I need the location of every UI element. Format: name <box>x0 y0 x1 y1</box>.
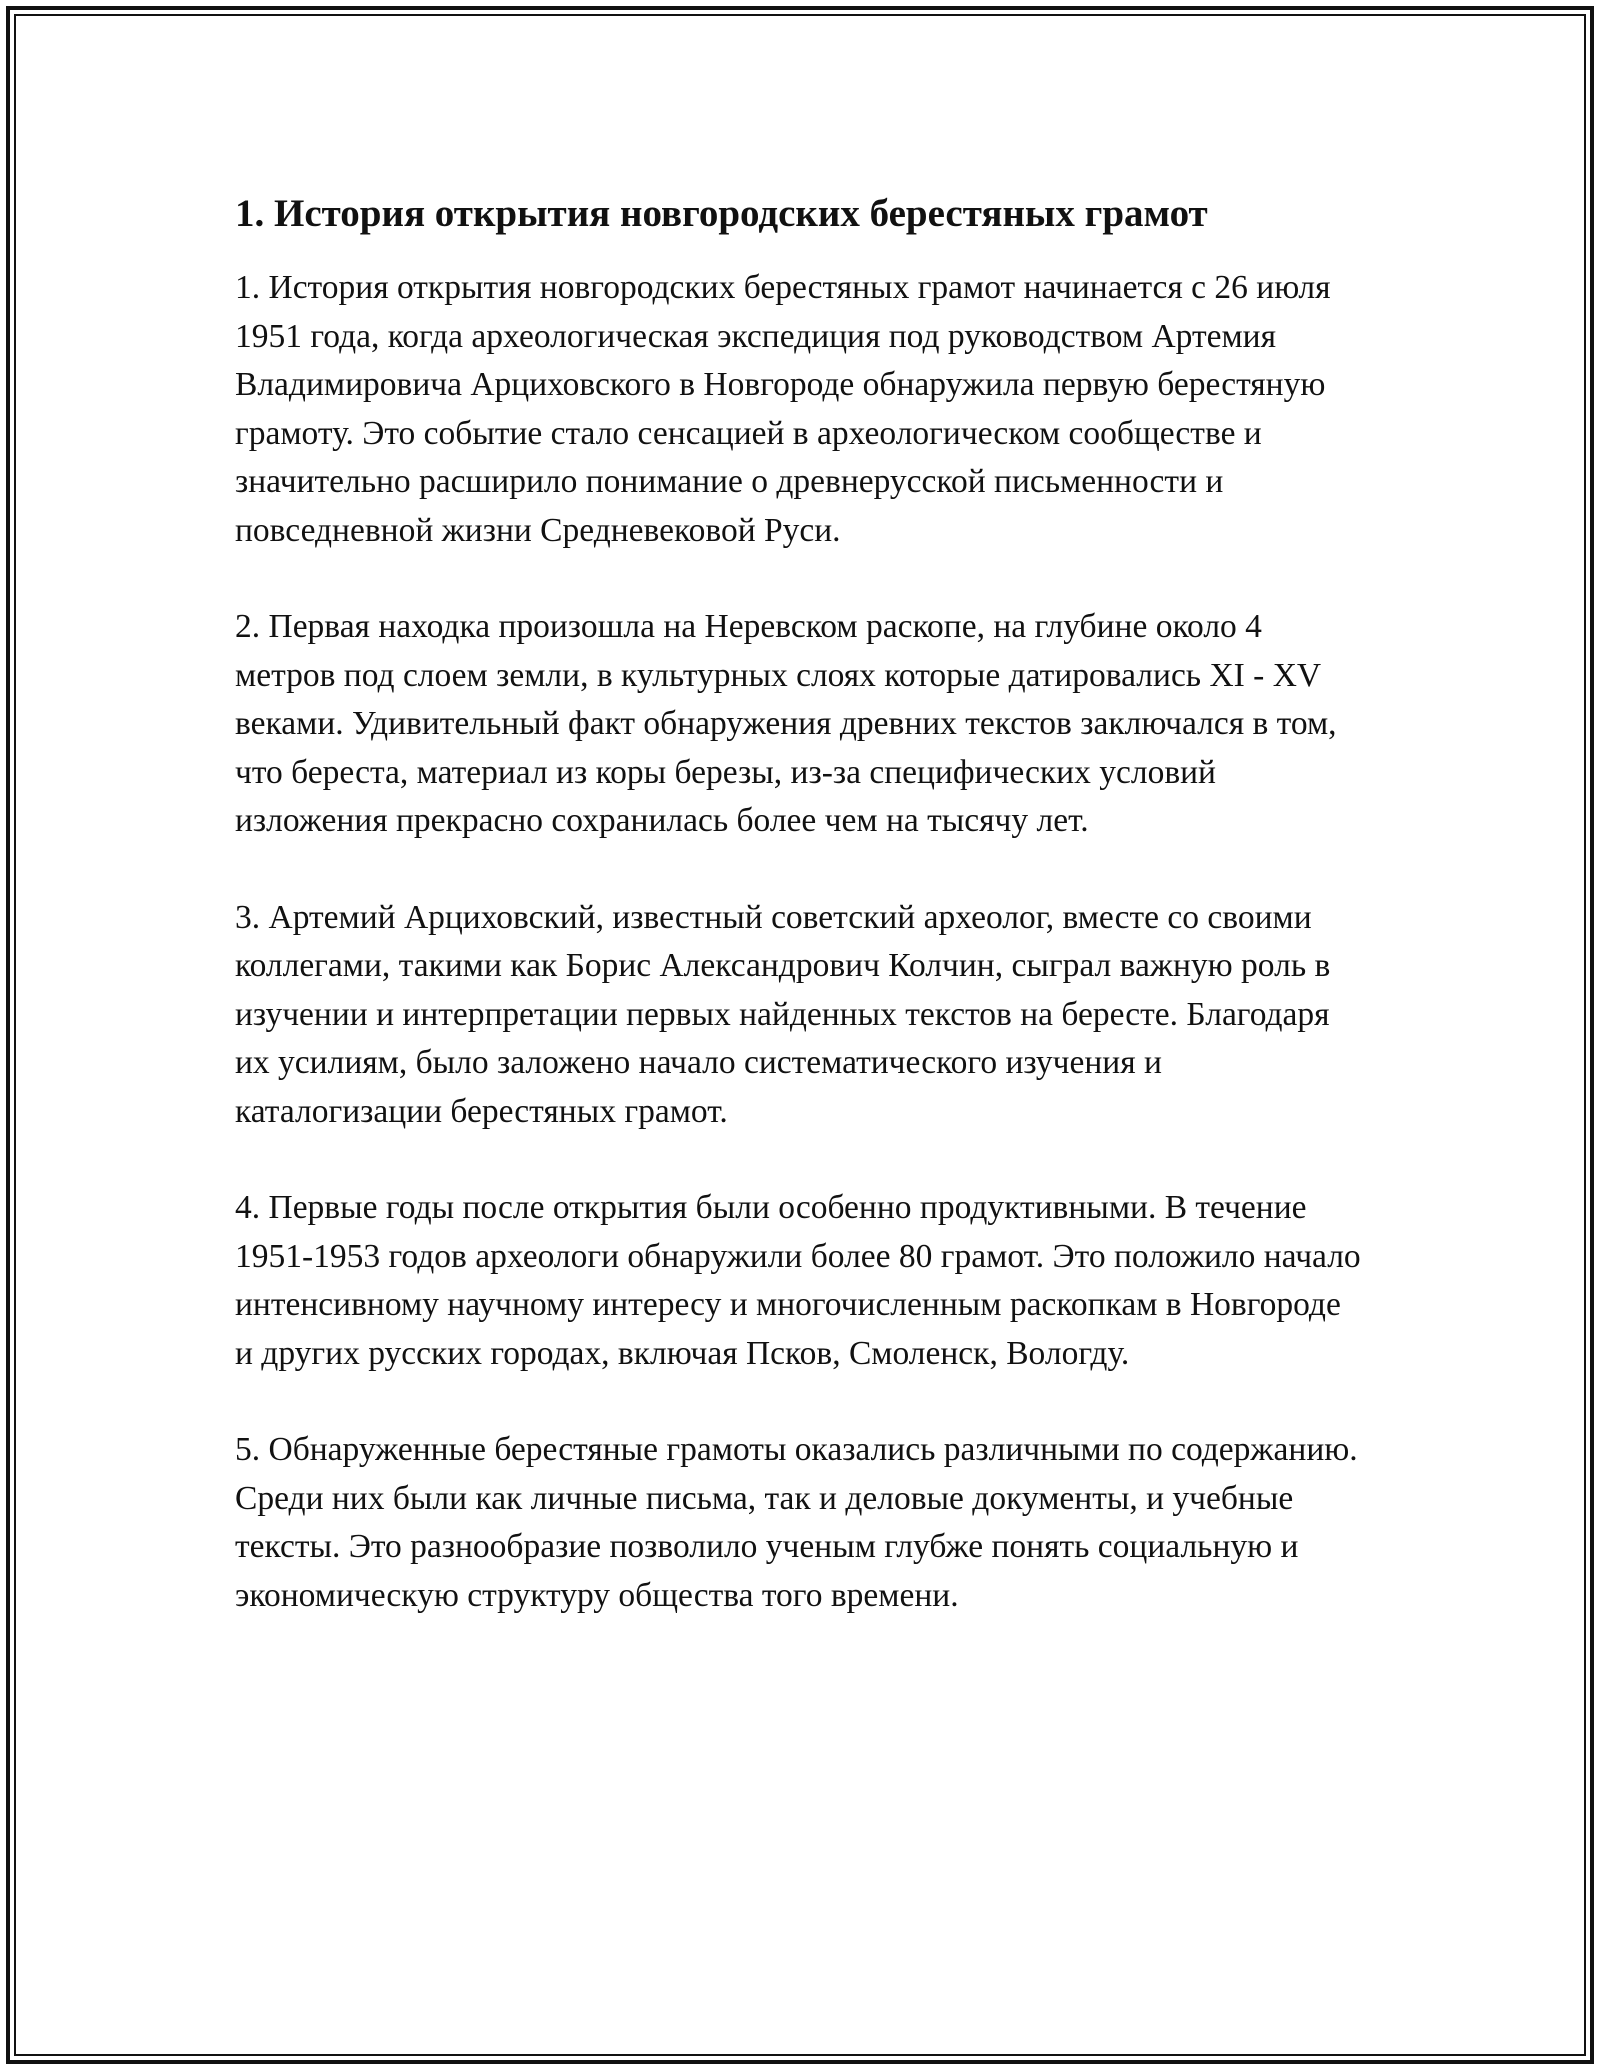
document-body <box>235 186 1365 1668</box>
paragraph-2: 2. Первая находка произошла на Неревском раскопе, на глубине около 4 метров под слоем земли, в культурных слоях которые датировались XI - XV веками. Удивительный факт обнаружения древних текстов заключался в том, что береста, материал из коры березы, из-за специфических условий изложения прекрасно сохранилась более чем на тысячу лет. <box>235 608 1337 839</box>
document-title: 1. История открытия новгородских берестяных грамот <box>235 192 1208 235</box>
paragraph-3: 3. Артемий Арциховский, известный советский археолог, вместе со своими коллегами, такими как Борис Александрович Колчин, сыграл важную роль в изучении и интерпретации первых найденных текстов на бересте. Благодаря их усилиям, было заложено начало систематического изучения и каталогизации берестяных грамот. <box>235 898 1331 1130</box>
paragraph-5: 5. Обнаруженные берестяные грамоты оказались различными по содержанию. Среди них были как личные письма, так и деловые документы, и учебные тексты. Это разнообразие позволило ученым глубже понять социальную и экономическую структуру общества того времени. <box>235 1431 1358 1614</box>
paragraph-4: 4. Первые годы после открытия были особенно продуктивными. В течение 1951-1953 годов археологи обнаружили более 80 грамот. Это положило начало интенсивному научному интересу и многочисленным раскопкам в Новгороде и других русских городах, включая Псков, Смоленск, Вологду. <box>235 1189 1361 1372</box>
paragraph-1: 1. История открытия новгородских берестяных грамот начинается с 26 июля 1951 года, когда археологическая экспедиция под руководством Артемия Владимировича Арциховского в Новгороде обнаружила первую берестяную грамоту. Это событие стало сенсацией в археологическом сообществе и значительно расширило понимание о древнерусской письменности и повседневной жизни Средневековой Руси. <box>235 269 1331 549</box>
